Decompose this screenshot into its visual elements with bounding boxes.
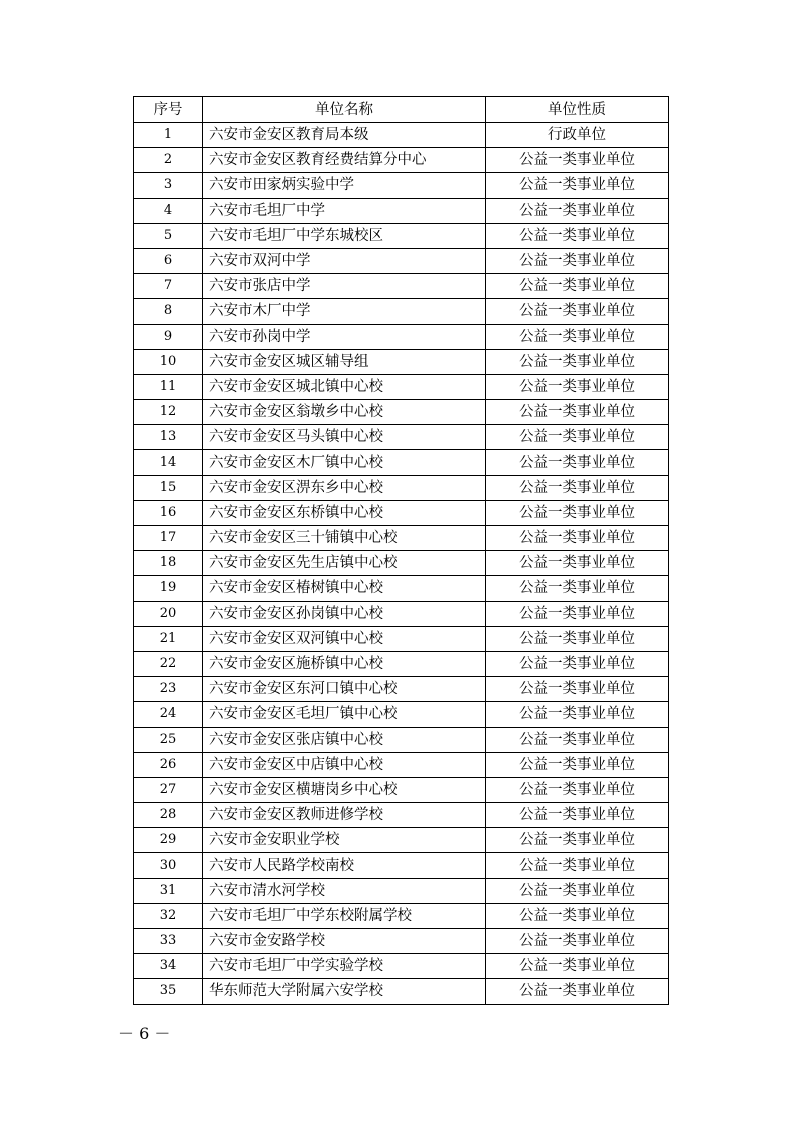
cell-unit-name: 六安市金安区教师进修学校 xyxy=(203,803,486,828)
cell-index: 27 xyxy=(134,777,203,802)
cell-unit-type: 公益一类事业单位 xyxy=(486,551,669,576)
cell-unit-type: 公益一类事业单位 xyxy=(486,878,669,903)
cell-index: 2 xyxy=(134,148,203,173)
table-row xyxy=(134,777,669,802)
cell-unit-name: 六安市金安区毛坦厂镇中心校 xyxy=(203,702,486,727)
table-row xyxy=(134,223,669,248)
cell-index: 19 xyxy=(134,576,203,601)
cell-index: 20 xyxy=(134,601,203,626)
cell-unit-type: 公益一类事业单位 xyxy=(486,475,669,500)
cell-unit-name: 六安市孙岗中学 xyxy=(203,324,486,349)
cell-index: 24 xyxy=(134,702,203,727)
cell-index: 21 xyxy=(134,626,203,651)
cell-unit-type: 公益一类事业单位 xyxy=(486,450,669,475)
cell-unit-type: 公益一类事业单位 xyxy=(486,954,669,979)
cell-unit-name: 六安市金安区孙岗镇中心校 xyxy=(203,601,486,626)
cell-index: 10 xyxy=(134,349,203,374)
cell-index: 29 xyxy=(134,828,203,853)
cell-index: 3 xyxy=(134,173,203,198)
cell-unit-type: 公益一类事业单位 xyxy=(486,274,669,299)
cell-unit-type: 公益一类事业单位 xyxy=(486,223,669,248)
cell-index: 30 xyxy=(134,853,203,878)
cell-unit-name: 六安市张店中学 xyxy=(203,274,486,299)
cell-unit-name: 六安市金安区椿树镇中心校 xyxy=(203,576,486,601)
cell-unit-type: 公益一类事业单位 xyxy=(486,526,669,551)
cell-index: 9 xyxy=(134,324,203,349)
table-row xyxy=(134,853,669,878)
cell-unit-name: 六安市金安区横塘岗乡中心校 xyxy=(203,777,486,802)
cell-unit-name: 六安市毛坦厂中学实验学校 xyxy=(203,954,486,979)
cell-unit-type: 公益一类事业单位 xyxy=(486,651,669,676)
cell-unit-name: 华东师范大学附属六安学校 xyxy=(203,979,486,1004)
cell-unit-type: 公益一类事业单位 xyxy=(486,752,669,777)
table-row xyxy=(134,702,669,727)
cell-unit-type: 公益一类事业单位 xyxy=(486,702,669,727)
table-row xyxy=(134,626,669,651)
table-row xyxy=(134,677,669,702)
header-index: 序号 xyxy=(134,97,203,123)
cell-index: 23 xyxy=(134,677,203,702)
cell-unit-type: 公益一类事业单位 xyxy=(486,727,669,752)
table-row xyxy=(134,601,669,626)
cell-index: 16 xyxy=(134,500,203,525)
cell-unit-name: 六安市毛坦厂中学 xyxy=(203,198,486,223)
cell-index: 34 xyxy=(134,954,203,979)
cell-index: 15 xyxy=(134,475,203,500)
cell-index: 4 xyxy=(134,198,203,223)
cell-index: 11 xyxy=(134,374,203,399)
table-row xyxy=(134,727,669,752)
cell-unit-name: 六安市田家炳实验中学 xyxy=(203,173,486,198)
page-number: － 6 － xyxy=(118,1024,171,1043)
table-row xyxy=(134,752,669,777)
cell-unit-name: 六安市双河中学 xyxy=(203,248,486,273)
table-row xyxy=(134,148,669,173)
cell-unit-name: 六安市金安区中店镇中心校 xyxy=(203,752,486,777)
cell-unit-type: 公益一类事业单位 xyxy=(486,903,669,928)
cell-unit-type: 公益一类事业单位 xyxy=(486,803,669,828)
table-row xyxy=(134,400,669,425)
cell-unit-type: 公益一类事业单位 xyxy=(486,324,669,349)
cell-unit-type: 公益一类事业单位 xyxy=(486,173,669,198)
table-row xyxy=(134,526,669,551)
cell-unit-name: 六安市木厂中学 xyxy=(203,299,486,324)
cell-unit-name: 六安市金安区翁墩乡中心校 xyxy=(203,400,486,425)
cell-index: 7 xyxy=(134,274,203,299)
cell-index: 17 xyxy=(134,526,203,551)
cell-index: 6 xyxy=(134,248,203,273)
cell-index: 25 xyxy=(134,727,203,752)
cell-unit-type: 公益一类事业单位 xyxy=(486,400,669,425)
cell-unit-name: 六安市金安区先生店镇中心校 xyxy=(203,551,486,576)
table-row xyxy=(134,248,669,273)
cell-unit-name: 六安市金安区张店镇中心校 xyxy=(203,727,486,752)
cell-unit-name: 六安市清水河学校 xyxy=(203,878,486,903)
cell-index: 26 xyxy=(134,752,203,777)
cell-unit-name: 六安市人民路学校南校 xyxy=(203,853,486,878)
cell-unit-type: 公益一类事业单位 xyxy=(486,601,669,626)
table-row xyxy=(134,828,669,853)
cell-unit-name: 六安市金安区马头镇中心校 xyxy=(203,425,486,450)
header-unit-name: 单位名称 xyxy=(203,97,486,123)
table-row xyxy=(134,425,669,450)
cell-unit-type: 公益一类事业单位 xyxy=(486,576,669,601)
table-row xyxy=(134,274,669,299)
cell-index: 13 xyxy=(134,425,203,450)
cell-unit-type: 公益一类事业单位 xyxy=(486,299,669,324)
cell-index: 1 xyxy=(134,123,203,148)
table-body xyxy=(134,123,669,1005)
table-row xyxy=(134,299,669,324)
table-row xyxy=(134,475,669,500)
cell-unit-name: 六安市金安区木厂镇中心校 xyxy=(203,450,486,475)
table-row xyxy=(134,803,669,828)
table-row xyxy=(134,374,669,399)
table-row xyxy=(134,173,669,198)
cell-unit-name: 六安市金安区教育经费结算分中心 xyxy=(203,148,486,173)
cell-unit-type: 公益一类事业单位 xyxy=(486,929,669,954)
cell-index: 12 xyxy=(134,400,203,425)
cell-unit-name: 六安市毛坦厂中学东校附属学校 xyxy=(203,903,486,928)
cell-index: 35 xyxy=(134,979,203,1004)
cell-index: 28 xyxy=(134,803,203,828)
table-row xyxy=(134,324,669,349)
cell-index: 8 xyxy=(134,299,203,324)
cell-unit-name: 六安市毛坦厂中学东城校区 xyxy=(203,223,486,248)
cell-index: 32 xyxy=(134,903,203,928)
table-row xyxy=(134,551,669,576)
cell-unit-name: 六安市金安区淠东乡中心校 xyxy=(203,475,486,500)
table-row xyxy=(134,651,669,676)
cell-unit-type: 行政单位 xyxy=(486,123,669,148)
cell-unit-name: 六安市金安区教育局本级 xyxy=(203,123,486,148)
cell-unit-type: 公益一类事业单位 xyxy=(486,777,669,802)
cell-index: 31 xyxy=(134,878,203,903)
cell-unit-name: 六安市金安区施桥镇中心校 xyxy=(203,651,486,676)
cell-unit-type: 公益一类事业单位 xyxy=(486,677,669,702)
cell-index: 22 xyxy=(134,651,203,676)
cell-unit-type: 公益一类事业单位 xyxy=(486,500,669,525)
cell-unit-type: 公益一类事业单位 xyxy=(486,198,669,223)
cell-unit-type: 公益一类事业单位 xyxy=(486,828,669,853)
cell-unit-name: 六安市金安区城区辅导组 xyxy=(203,349,486,374)
cell-unit-type: 公益一类事业单位 xyxy=(486,979,669,1004)
cell-index: 33 xyxy=(134,929,203,954)
cell-unit-name: 六安市金安区三十铺镇中心校 xyxy=(203,526,486,551)
table-row xyxy=(134,576,669,601)
table-row xyxy=(134,450,669,475)
table-header-row xyxy=(134,97,669,123)
header-unit-type: 单位性质 xyxy=(486,97,669,123)
cell-unit-name: 六安市金安区东桥镇中心校 xyxy=(203,500,486,525)
table-row xyxy=(134,979,669,1004)
cell-unit-type: 公益一类事业单位 xyxy=(486,374,669,399)
cell-unit-type: 公益一类事业单位 xyxy=(486,349,669,374)
table-row xyxy=(134,500,669,525)
cell-unit-name: 六安市金安区双河镇中心校 xyxy=(203,626,486,651)
table-row xyxy=(134,929,669,954)
table-row xyxy=(134,878,669,903)
cell-unit-type: 公益一类事业单位 xyxy=(486,626,669,651)
table-row xyxy=(134,954,669,979)
cell-unit-name: 六安市金安职业学校 xyxy=(203,828,486,853)
cell-unit-type: 公益一类事业单位 xyxy=(486,853,669,878)
cell-unit-type: 公益一类事业单位 xyxy=(486,148,669,173)
cell-index: 5 xyxy=(134,223,203,248)
cell-unit-name: 六安市金安区东河口镇中心校 xyxy=(203,677,486,702)
cell-unit-name: 六安市金安区城北镇中心校 xyxy=(203,374,486,399)
unit-table xyxy=(133,96,669,1005)
cell-unit-type: 公益一类事业单位 xyxy=(486,248,669,273)
cell-index: 18 xyxy=(134,551,203,576)
table-row xyxy=(134,903,669,928)
table-row xyxy=(134,349,669,374)
table-row xyxy=(134,198,669,223)
table-row xyxy=(134,123,669,148)
cell-index: 14 xyxy=(134,450,203,475)
cell-unit-name: 六安市金安路学校 xyxy=(203,929,486,954)
cell-unit-type: 公益一类事业单位 xyxy=(486,425,669,450)
